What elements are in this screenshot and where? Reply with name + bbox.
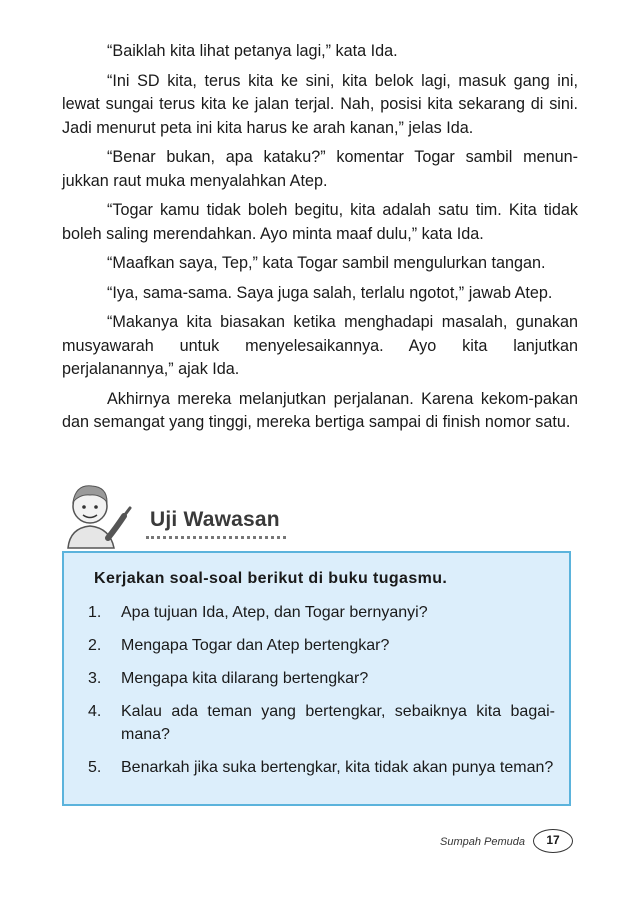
story-paragraph: “Togar kamu tidak boleh begitu, kita adalah satu tim. Kita tidak boleh saling merendahkan. Ayo minta maaf dulu,” kata Ida. <box>62 201 578 243</box>
story-paragraph: “Makanya kita biasakan ketika menghadapi masalah, gunakan musyawarah untuk menyelesaikannya. Ayo kita lanjutkan perjalanannya,” ajak Ida. <box>62 313 578 378</box>
question-number: 5. <box>88 759 102 776</box>
story-paragraph: Akhirnya mereka melanjutkan perjalanan. Karena kekom-pakan dan semangat yang tinggi, mereka bertiga sampai di finish nomor satu. <box>62 389 578 431</box>
question-text: Apa tujuan Ida, Atep, dan Togar bernyanyi? <box>121 604 428 621</box>
boy-pointing-icon <box>60 478 140 550</box>
story-paragraph: “Iya, sama-sama. Saya juga salah, terlalu ngotot,” jawab Atep. <box>107 283 553 302</box>
question-item <box>64 756 569 779</box>
banner-title: Uji Wawasan <box>150 508 280 531</box>
question-text: Kalau ada teman yang bertengkar, sebaiknya kita bagai-mana? <box>121 703 555 743</box>
question-number: 1. <box>88 604 102 621</box>
story-text <box>62 40 578 441</box>
exercise-box <box>62 551 571 806</box>
story-paragraph: “Ini SD kita, terus kita ke sini, kita belok lagi, masuk gang ini, lewat sungai terus kita ke jalan terjal. Nah, posisi kita sekarang di sini. Jadi menurut peta ini kita harus ke arah kanan,” jelas Ida. <box>62 71 578 137</box>
question-item <box>64 700 569 746</box>
question-text: Mengapa Togar dan Atep bertengkar? <box>121 637 390 654</box>
story-paragraph: “Baiklah kita lihat petanya lagi,” kata Ida. <box>107 42 398 60</box>
story-paragraph: “Benar bukan, apa kataku?” komentar Togar sambil menun-jukkan raut muka menyalahkan Atep. <box>62 148 578 190</box>
page-number: 17 <box>533 829 573 853</box>
story-paragraph: “Maafkan saya, Tep,” kata Togar sambil mengulurkan tangan. <box>107 254 546 272</box>
question-text: Benarkah jika suka bertengkar, kita tidak akan punya teman? <box>121 759 554 776</box>
question-number: 4. <box>88 703 102 720</box>
question-item <box>64 601 569 624</box>
question-text: Mengapa kita dilarang bertengkar? <box>121 670 369 687</box>
banner-dotted-line <box>146 536 286 539</box>
question-number: 2. <box>88 637 102 654</box>
question-item <box>64 667 569 690</box>
question-list <box>64 601 569 789</box>
exercise-heading: Kerjakan soal-soal berikut di buku tugasmu. <box>94 570 448 587</box>
question-item <box>64 634 569 657</box>
question-number: 3. <box>88 670 102 687</box>
footer-chapter-label: Sumpah Pemuda <box>440 836 525 848</box>
